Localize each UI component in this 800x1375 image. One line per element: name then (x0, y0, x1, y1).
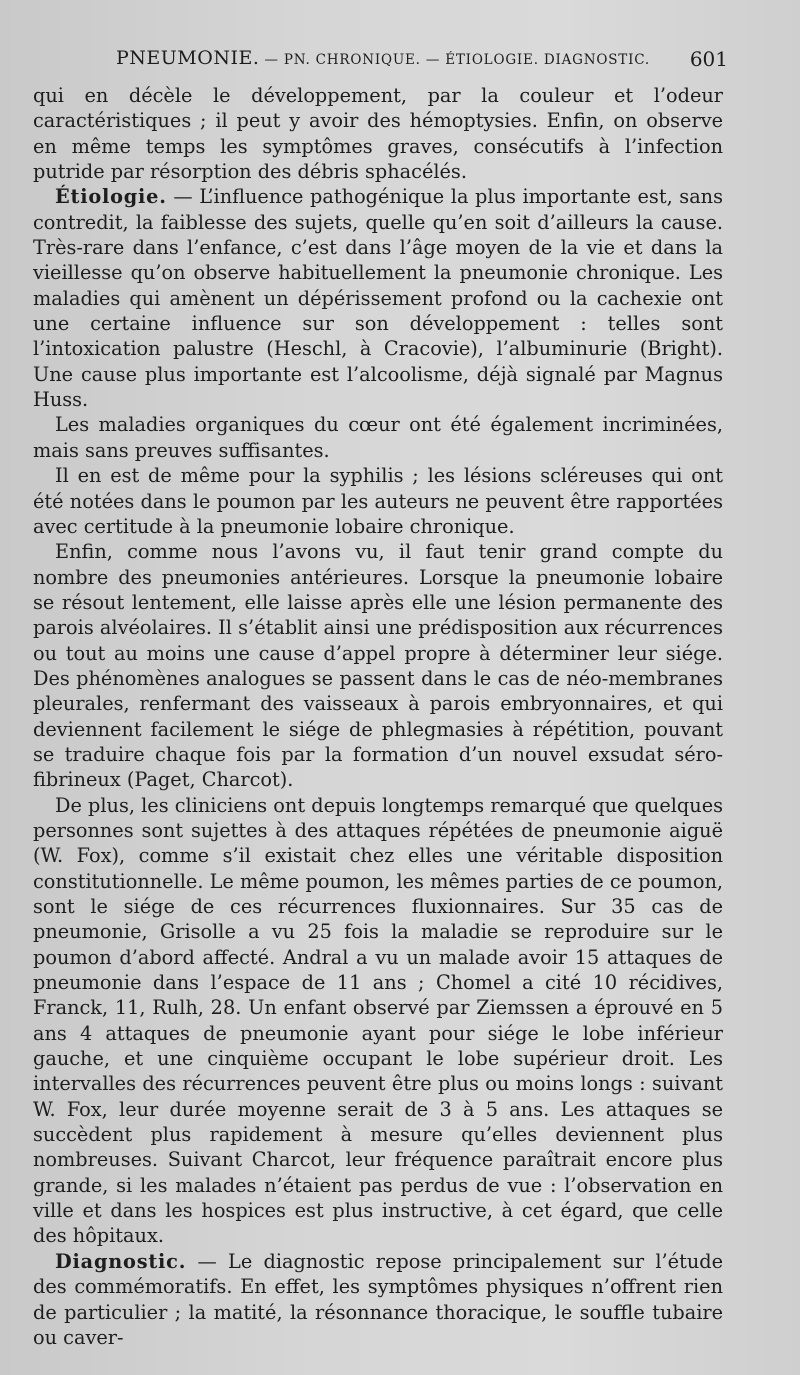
section-heading-diagnostic: Diagnostic. (55, 1249, 187, 1273)
paragraph-text: — Le diagnostic repose principalement sur l’étude des commémoratifs. En effet, les symptômes physiques n’offrent rien de particulier ; la matité, la résonnance thoracique, le souffle tubaire ou caver- (33, 1249, 723, 1349)
section-heading-etiologie: Étiologie. (55, 185, 167, 209)
running-title-main: PNEUMONIE. (116, 47, 260, 69)
paragraph (33, 83, 723, 184)
paragraph (33, 412, 723, 463)
paragraph (33, 793, 723, 1249)
running-title (116, 47, 650, 69)
paragraph-text: Enfin, comme nous l’avons vu, il faut tenir grand compte du nombre des pneumonies antérieures. Lorsque la pneumonie lobaire se résout lentement, elle laisse après elle une lésion permanente des parois alvéolaires. Il s’établit ainsi une prédisposition aux récurrences ou tout au moins une cause d’appel propre à déterminer leur siége. Des phénomènes analogues se passent dans le cas de néo-membranes pleurales, renfermant des vaisseaux à parois embryonnaires, et qui deviennent facilement le siége de phlegmasies à répétition, pouvant se traduire chaque fois par la formation d’un nouvel exsudat séro-fibrineux (Paget, Charcot). (33, 540, 723, 792)
paragraph (33, 539, 723, 792)
paragraph-text: Il en est de même pour la syphilis ; les lésions scléreuses qui ont été notées dans le poumon par les auteurs ne peuvent être rapportées avec certitude à la pneumonie lobaire chronique. (33, 464, 723, 538)
page-number: 601 (689, 47, 728, 71)
running-header (88, 47, 728, 73)
paragraph-text: qui en décèle le développement, par la couleur et l’odeur caractéristiques ; il peut y avoir des hémoptysies. Enfin, on observe en même temps les symptômes graves, consécutifs à l’infection putride par résorption des débris sphacélés. (33, 84, 723, 184)
body-text (33, 83, 723, 1350)
paragraph-text: — L’influence pathogénique la plus importante est, sans contredit, la faiblesse des sujets, quelle qu’en soit d’ailleurs la cause. Très-rare dans l’enfance, c’est dans l’âge moyen de la vie et dans la vieillesse qu’on observe habituellement la pneumonie chronique. Les maladies qui amènent un dépérissement profond ou la cachexie ont une certaine influence sur son développement : telles sont l’intoxication palustre (Heschl, à Cracovie), l’albuminurie (Bright). Une cause plus importante est l’alcoolisme, déjà signalé par Magnus Huss. (33, 185, 723, 412)
paragraph-text: De plus, les cliniciens ont depuis longtemps remarqué que quelques personnes sont sujettes à des attaques répétées de pneumonie aiguë (W. Fox), comme s’il existait chez elles une véritable disposition constitutionnelle. Le même poumon, les mêmes parties de ce poumon, sont le siége de ces récurrences fluxionnaires. Sur 35 cas de pneumonie, Grisolle a vu 25 fois la maladie se reproduire sur le poumon d’abord affecté. Andral a vu un malade avoir 15 attaques de pneumonie dans l’espace de 11 ans ; Chomel a cité 10 récidives, Franck, 11, Rulh, 28. Un enfant observé par Ziemssen a éprouvé en 5 ans 4 attaques de pneumonie ayant pour siége le lobe inférieur gauche, et une cinquième occupant le lobe supérieur droit. Les intervalles des récurrences peuvent être plus ou moins longs : suivant W. Fox, leur durée moyenne serait de 3 à 5 ans. Les attaques se succèdent plus rapidement à mesure qu’elles deviennent plus nombreuses. Suivant Charcot, leur fréquence paraîtrait encore plus grande, si les malades n’étaient pas perdus de vue : l’observation en ville et dans les hospices est plus instructive, à cet égard, que celle des hôpitaux. (33, 793, 723, 1248)
running-title-sections: — PN. CHRONIQUE. — ÉTIOLOGIE. DIAGNOSTIC. (259, 52, 650, 68)
paragraph (33, 184, 723, 412)
paragraph (33, 463, 723, 539)
paragraph (33, 1249, 723, 1350)
paragraph-text: Les maladies organiques du cœur ont été également incriminées, mais sans preuves suffisantes. (33, 413, 723, 462)
